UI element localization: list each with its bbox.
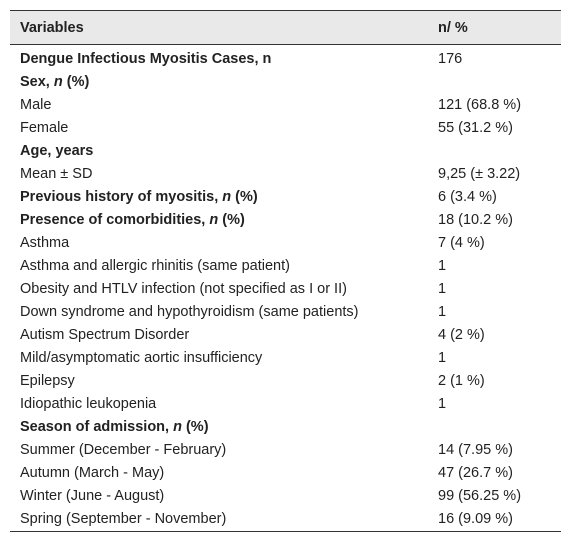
table-row <box>10 323 561 346</box>
row-label: Male <box>20 96 52 113</box>
row-value: 121 (68.8 %) <box>438 96 522 113</box>
row-value: 1 <box>438 349 447 366</box>
row-label: Autumn (March - May) <box>20 464 165 481</box>
data-table <box>10 10 561 532</box>
table-bottom-rule <box>10 530 561 532</box>
row-label: Sex, n (%) <box>20 73 90 90</box>
table-row <box>10 415 561 438</box>
row-value: 9,25 (± 3.22) <box>438 165 521 182</box>
header-n-percent: n/ % <box>438 19 468 36</box>
table-row <box>10 392 561 415</box>
table-header <box>10 10 561 45</box>
row-label: Spring (September - November) <box>20 510 227 527</box>
table-row <box>10 438 561 461</box>
row-value: 176 <box>438 50 463 67</box>
row-label: Mild/asymptomatic aortic insufficiency <box>20 349 263 366</box>
row-label: Mean ± SD <box>20 165 93 182</box>
table-row <box>10 116 561 139</box>
row-label: Presence of comorbidities, n (%) <box>20 211 245 228</box>
row-value: 6 (3.4 %) <box>438 188 497 205</box>
row-label: Autism Spectrum Disorder <box>20 326 190 343</box>
table-row <box>10 185 561 208</box>
table-row <box>10 277 561 300</box>
row-label: Down syndrome and hypothyroidism (same patients) <box>20 303 359 320</box>
table-row <box>10 346 561 369</box>
row-value: 1 <box>438 395 447 412</box>
row-label: Asthma <box>20 234 70 251</box>
row-value: 1 <box>438 257 447 274</box>
row-label: Asthma and allergic rhinitis (same patient) <box>20 257 290 274</box>
row-label: Epilepsy <box>20 372 75 389</box>
table-row <box>10 369 561 392</box>
table-row <box>10 47 561 70</box>
table-row <box>10 162 561 185</box>
row-label: Previous history of myositis, n (%) <box>20 188 258 205</box>
row-value: 47 (26.7 %) <box>438 464 513 481</box>
row-value: 1 <box>438 303 447 320</box>
table-body <box>10 45 561 530</box>
header-variables: Variables <box>20 19 84 36</box>
row-label: Idiopathic leukopenia <box>20 395 157 412</box>
row-label: Winter (June - August) <box>20 487 165 504</box>
row-label: Female <box>20 119 69 136</box>
row-value: 18 (10.2 %) <box>438 211 513 228</box>
table-row <box>10 208 561 231</box>
row-value: 55 (31.2 %) <box>438 119 513 136</box>
table-row <box>10 484 561 507</box>
table-row <box>10 461 561 484</box>
row-value: 99 (56.25 %) <box>438 487 522 504</box>
row-value: 1 <box>438 280 447 297</box>
row-value: 2 (1 %) <box>438 372 485 389</box>
row-value: 7 (4 %) <box>438 234 485 251</box>
table-row <box>10 231 561 254</box>
table-row <box>10 507 561 530</box>
table-row <box>10 70 561 93</box>
row-value: 16 (9.09 %) <box>438 510 513 527</box>
row-value: 14 (7.95 %) <box>438 441 513 458</box>
row-label: Summer (December - February) <box>20 441 227 458</box>
table-row <box>10 139 561 162</box>
row-label: Age, years <box>20 142 94 159</box>
row-label: Dengue Infectious Myositis Cases, n <box>20 50 272 67</box>
row-label: Obesity and HTLV infection (not specified as I or II) <box>20 280 347 297</box>
table-row <box>10 93 561 116</box>
table-row <box>10 300 561 323</box>
table-row <box>10 254 561 277</box>
row-value: 4 (2 %) <box>438 326 485 343</box>
row-label: Season of admission, n (%) <box>20 418 209 435</box>
